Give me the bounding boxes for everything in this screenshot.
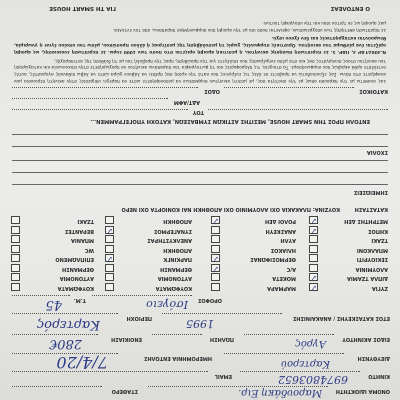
signature-agency: ΓΙΑ ΤΗ SMART HOUSE [49,5,116,11]
checklist-checkbox[interactable] [11,283,20,291]
checklist-checkbox[interactable] [11,274,20,282]
checklist-checkbox[interactable] [309,283,318,291]
checklist-label: ΑΠΟΘΗΚΗ [163,218,192,225]
checklist-row [10,264,94,274]
checklist-label: ΣΥΝΑΓΕΡΜΟΣ [154,228,192,234]
checklist-row [10,226,94,236]
checklist-checkbox[interactable] [211,274,220,282]
email-line [12,371,208,372]
checklist-label: ΜΠΑΛΚΟΝΙ [356,247,388,253]
checklist-checkbox[interactable] [211,264,220,272]
checklist-row [308,264,388,274]
checklist-checkbox[interactable] [105,217,114,225]
kitchen-status-label: ΚΑΤΑΣΤΑΣΗ [354,206,388,212]
comments-label: ΣΧΟΛΙΑ [366,149,388,155]
order-of-label: ΤΟΥ [192,109,204,115]
checklist-checkbox[interactable] [309,274,318,282]
checklist-column-3 [104,216,192,292]
checklist-column-1 [308,216,388,292]
checklist-row [104,273,192,283]
checklist-label: ΑΝΕΛΚΥΣΤΗΡΑΣ [147,237,192,244]
checklist-label: ΑΥΛΗ [280,237,296,244]
checklist-label: ΜΑΡΜΑΡΑ [267,285,296,291]
checklist-checkbox[interactable] [309,255,318,263]
check-mark-icon: ✓ [310,226,317,235]
check-mark-icon: ✓ [310,273,317,283]
checklist-row [210,226,296,236]
checklist-row [308,235,388,245]
checklist-checkbox[interactable] [11,264,20,272]
checklist-label: ΔΙΠΛΑ ΤΖΑΜΙΑ [346,275,388,282]
checklist-checkbox[interactable] [11,245,20,253]
checklist-checkbox[interactable] [105,245,114,253]
order-id-label: ΑΔΤ/ΑΦΜ [173,99,200,105]
checklist-column-4 [10,216,94,292]
terms-paragraph-3: Σε περίπτωση αθέτησης των υποχρεώσεων, οφείλεται ποσό ίσο με την αμοιβή που συμφωνήθηκε παραπάνω, από τον εντολέα. [112,27,386,32]
checklist-checkbox[interactable] [309,217,318,225]
property-type-value: Αγρός [295,338,326,349]
mobile-label: ΚΙΝΗΤΟ [368,373,390,379]
check-mark-icon: ✓ [310,216,317,226]
property-type-line [244,334,334,335]
remarks-line-3 [12,160,388,161]
order-of-line [12,109,188,110]
order-title: ΕΝΤΟΛΗ ΠΡΟΣ ΤΗΝ SMART HOUSE, ΜΕΣΙΤΗΣ ΑΣΤΙΚΩΝ ΣΥΜΒΑΣΕΩΝ, ΚΑΤΟΧΗ ΥΠΟΓΕΓΡΑΜΜΕΝ... [90,118,370,124]
checklist-checkbox[interactable] [211,217,220,225]
checklist-checkbox[interactable] [211,245,220,253]
remarks-line-1 [12,184,388,185]
checklist-row [104,283,192,293]
checklist-checkbox[interactable] [211,255,220,263]
checklist-row [210,254,296,264]
checklist-row [10,273,94,283]
sqm-value: 45 [45,297,62,312]
kitchen-status-line: ΚΟΥΖΙΝΑ: ΠΛΑΚΑΚΙΑ ΟΧΙ ΑΛΟΥΜΙΝΙΟ ΟΧΙ ΑΠΟΘΗΚΗ ΝΑΙ ΚΟΝΙΟΡΤΑ ΟΧΙ ΝΕΡΟ [121,206,340,212]
checklist-row [308,283,388,293]
checklist-label: ΠΑΡΚΙΝΓΚ [163,256,192,263]
checklist-checkbox[interactable] [211,226,220,234]
checklist-row [210,264,296,274]
floor-value: Ισόγειο [146,298,188,311]
checklist-checkbox[interactable] [11,255,20,263]
checklist-label: ΚΟΥΦΩΜΑΤΑ [57,285,94,291]
checklist-label: ΕΠΙΠΛΩΜΕΝΟ [55,256,94,263]
checklist-row [308,216,388,226]
checklist-label: ΜΟΚΕΤΑ [272,275,296,282]
checklist-row [10,254,94,264]
terms-paragraph-1: Σας αναθέτω με την παρούσα όπως με την ιδιότητα σας, με μεσίτη ακινήτων συμβάσεων να μεσολαβήσετε ώστε να παρέχει υπηρεσίες στην ακίνητη περιουσία μου αναφέρετε στο πάνω. Σας εξουσιοδοτώ να προβείτε σε όλες τις ενέργειες που κατά την κρίση σας πρέπει να λάβουν χώρα ώστε να λάβω πιθανούς αγοραστές, αυτές εκτελέστε ορθά ακριβώς που συμφωνήσαμε. Τα στοιχεία, τις πληροφορίες και τη φωτογραφία του παραπάνω ακινήτου να προχωρήσετε στην επικοινωνία και καταχώρηση του ακινήτου στους συνεργάτες σας και στα μέσα ενημέρωσης που επιλέγετε για την προώθηση, προς την προβολή του με τη διάθεση της αντιπαροχής. [14,57,386,83]
checklist-label: ΗΛΙΑΚΟΣ [270,247,296,253]
checklist-label: ΤΖΑΚΙ [77,218,94,225]
check-mark-icon: ✓ [106,226,113,235]
checklist-label: ΑΛΟΥΜΙΝΙΑ [355,266,388,272]
checklist-label: ΒΕΡΑΝΤΕΣ [64,228,94,234]
checklist-row [308,273,388,283]
checklist-row [210,235,296,245]
checklist-column-2 [210,216,296,292]
checklist-row [10,235,94,245]
sqm-line [12,295,70,296]
landline-line [12,386,102,387]
checklist-row [210,283,296,293]
checklist-row [104,226,192,236]
checklist-row [104,216,192,226]
area-value: Καρτερός [36,317,100,332]
checklist-checkbox[interactable] [105,264,114,272]
order-id-line [12,98,168,99]
rent-price-value: 280€ [48,336,82,351]
owner-name-value: Μαρουδάκη Ειρ. [238,387,322,398]
checklist-label: ΑΝΑΣΚΕΥΗ [265,228,296,234]
checklist-row [104,264,192,274]
mobile-value: 6974803652 [278,373,348,386]
checklist-row [210,273,296,283]
rent-label: ΕΝΟΙΚΙΑΣΗ [111,336,142,342]
order-resident-line [224,87,354,88]
checklist-row [308,245,388,255]
checklist-label: ΖΥΓΙΑ [371,285,388,291]
signature-principal: Ο ΕΝΤΟΛΕΑΣ [330,5,370,11]
comments-line-2 [12,134,388,135]
checklist-label: WC [84,247,94,253]
checklist-checkbox[interactable] [309,236,318,244]
checklist-row [308,254,388,264]
comments-line-1 [12,146,388,147]
checklist-label: ΤΖΑΚΙ [371,237,388,244]
address-label: ΔΙΕΥΘΥΝΣΗ [357,355,390,361]
checklist-label: ΡΟΛΟΙ ΔΕΗ [264,218,296,225]
checklist-checkbox[interactable] [105,283,114,291]
checklist-checkbox[interactable] [11,236,20,244]
floor-line [92,295,192,296]
checklist-checkbox[interactable] [105,236,114,244]
rent-line [12,334,98,335]
checklist-row [210,245,296,255]
checklist-row [308,226,388,236]
checklist-label: ΑΥΤΟΝΟΜΙΑ [157,275,192,282]
checklist-label: ΚΗΠΟΣ [368,228,388,234]
order-street-label: ΟΔΟΣ [204,88,220,94]
checklist-checkbox[interactable] [105,274,114,282]
checklist-label: ΣΕΚΙΟΥΡΙΤΙ [356,256,388,263]
checklist-label: ΚΟΥΦΩΜΑΤΑ [155,285,192,291]
construction-year-value: 1995 [186,317,214,330]
checklist-row [210,216,296,226]
check-mark-icon: ✓ [212,216,219,226]
sale-label: ΠΩΛΗΣΗ [209,336,234,342]
checklist-label: ΘΕΡΜΑΝΣΗ [160,266,192,272]
checklist-label: ΑΠΟΘΗΚΗ [163,247,192,253]
remarks-line-2 [12,172,388,173]
property-type-label: ΕΙΔΟΣ ΑΚΙΝΗΤΟΥ [342,336,390,342]
check-mark-icon: ✓ [212,264,219,273]
terms-paragraph-2: Ν.3082/ΓΑΡ 3, ΠΑΡ. 5. Σε περίπτωση πώλησης ακινήτου, η μεσιτική αμοιβή ορίζεται στο ποσό των 1000 ευρώ. Σε περίπτωση ενοικίασης, ως αμοιβή ορίζεται ένα μίσθωμα του ακινήτου. Οριστικές συμφωνίες, χωρίς τη μεσολάβηση της μεσίτριας ή άλλου προσώπου, μέσω του οποίου έγινε η γνωριμία, θεωρούνται καταχρηστικές και δεν έχουν ισχύ. [14,35,386,54]
checklist-label: ΜΕΤΡΗΤΗΣ ΔΕΗ [344,218,388,225]
check-mark-icon: ✓ [106,254,113,264]
checklist-row [104,245,192,255]
checklist-checkbox[interactable] [211,236,220,244]
address-value: Καρτερού [281,358,330,369]
email-label: EMAIL [214,373,232,379]
checklist-row [10,216,94,226]
mobile-line [240,371,360,372]
checklist-checkbox[interactable] [309,226,318,234]
checklist-checkbox[interactable] [309,264,318,272]
remarks-label: ΣΗΜΕΙΩΣΕΙΣ [353,189,388,195]
checklist-row [10,283,94,293]
construction-year-line [162,313,282,314]
order-date-label: ΗΜΕΡΟΜΗΝΙΑ ΕΝΤΟΛΗΣ [143,355,212,361]
landline-label: ΣΤΑΘΕΡΟ [111,388,138,394]
checklist-checkbox[interactable] [11,226,20,234]
order-resident-label: ΚΑΤΟΙΚΟΣ [359,88,388,94]
floor-label: ΟΡΟΦΟΣ [197,297,222,303]
checklist-checkbox[interactable] [11,217,20,225]
area-label: ΠΕΡΙΟΧΗ [126,315,152,321]
checklist-checkbox[interactable] [211,283,220,291]
checklist-label: ΜΠΑΝΙΑ [71,237,94,244]
area-line [12,313,118,314]
checklist-checkbox[interactable] [105,226,114,234]
order-street-line [12,87,198,88]
checklist-checkbox[interactable] [105,255,114,263]
construction-year-label: ΕΤΟΣ ΚΑΤΑΣΚΕΥΗΣ / ΑΝΑΚΑΙΝΙΣΗΣ [292,315,390,321]
checklist-row [10,245,94,255]
check-mark-icon: ✓ [310,283,317,292]
checklist-row [104,235,192,245]
order-name-line [208,109,388,110]
address-line [224,353,344,354]
owner-name-label: ΟΝΟΜΑ ΙΔΙΟΚΤΗΤΗ [335,388,390,394]
checklist-row [104,254,192,264]
checklist-label: ΘΕΡΜΟΣΙΦΩΝΑΣ [250,256,296,263]
sqm-label: Τ.Μ. [73,297,86,303]
terms-paragraph-4: μας αμοιβή ως εκ τρίτου ίσου και την υπογραφή τούτων. [262,20,386,25]
checklist-label: Α/C [286,266,296,272]
checklist-label: ΘΕΡΜΑΝΣΗ [62,266,94,272]
checklist-checkbox[interactable] [309,245,318,253]
check-mark-icon: ✓ [212,254,219,264]
order-date-value: 7/4/20 [56,353,108,372]
sale-line [152,334,202,335]
checklist-label: ΑΥΤΟΝΟΜΙΑ [59,275,94,282]
